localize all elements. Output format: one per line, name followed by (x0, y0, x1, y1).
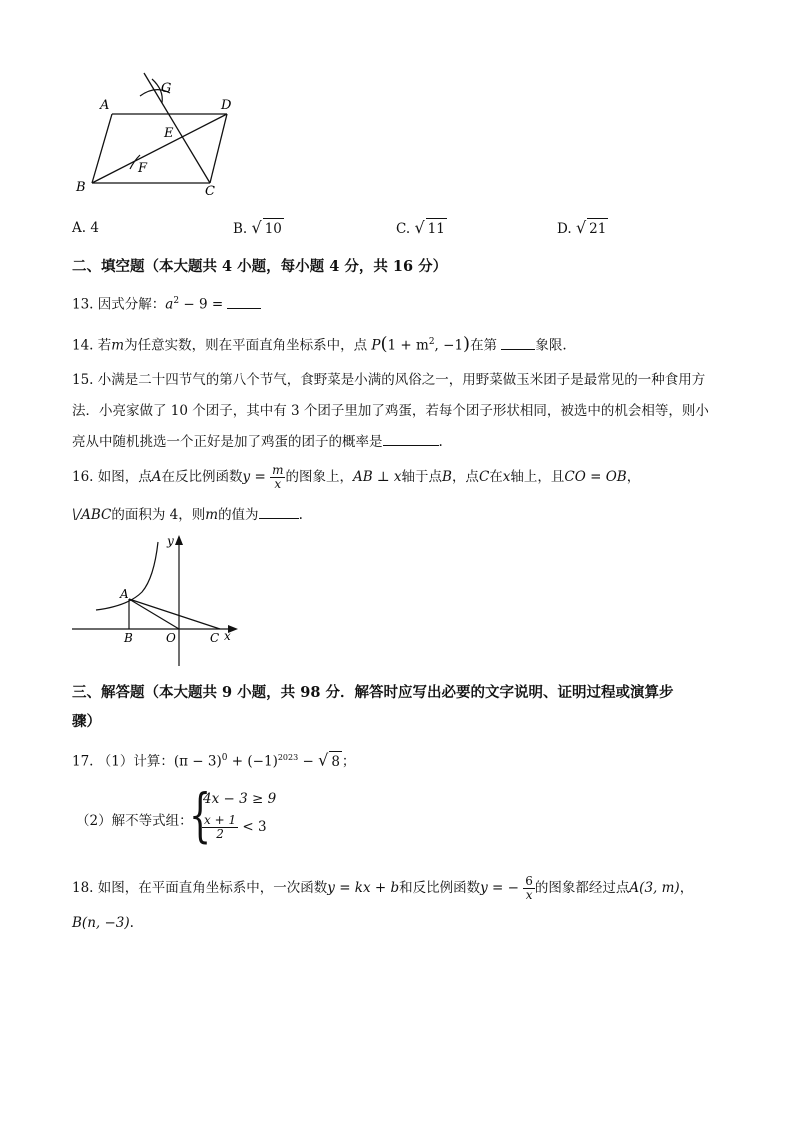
q17-number: 17. (72, 753, 94, 770)
q14-text-2: 为任意实数，则在平面直角坐标系中，点 (124, 337, 368, 354)
q12-option-b (233, 218, 284, 239)
q14-text-1: 若 (97, 337, 112, 354)
q16-text-1: 如图，点 (97, 469, 152, 485)
q14-paren-open: ( (380, 333, 388, 355)
ineq2-den: 2 (216, 827, 224, 841)
q14-point: P (371, 337, 381, 354)
q18-fraction (523, 875, 535, 902)
q17-expr-b: + (−1) (231, 753, 278, 770)
label-d: D (221, 98, 232, 113)
q14-coord-exp: 2 (428, 337, 435, 347)
q18-point-a: A(3, m) (629, 880, 680, 896)
q16-fraction-num: m (272, 463, 284, 477)
q15-end: . (438, 434, 443, 450)
ineq2-fraction (202, 814, 238, 841)
point-o-label: O (166, 631, 176, 645)
label-a: A (100, 98, 110, 113)
q16-text-2: 在反比例函数 (161, 469, 243, 485)
q13-text: 因式分解： (97, 296, 166, 313)
q16-c: C (478, 469, 490, 485)
q17-exp-a: 0 (221, 753, 228, 763)
point-a-label: A (120, 587, 129, 601)
q15-line-1-text: 小满是二十四节气的第八个节气，食野菜是小满的风俗之一，用野菜做玉米团子是最常见的一种食用方 (97, 372, 706, 388)
q16-line-2-text: 的面积为 4，则 (111, 507, 206, 523)
q18-inv-lhs: y = − (480, 880, 519, 896)
label-e: E (164, 126, 174, 141)
q12-option-a (72, 218, 99, 238)
q14-coord-1: 1 + m (387, 337, 429, 354)
q16-x: x (502, 469, 511, 485)
q16-fraction (270, 464, 285, 491)
q18-text-1: 如图，在平面直角坐标系中，一次函数 (97, 880, 328, 896)
q16-answer-blank[interactable] (259, 504, 299, 519)
q17-exp-b: 2023 (277, 753, 299, 762)
q17-expr-c: − (302, 753, 314, 770)
sqrt-icon: √ (251, 218, 262, 237)
question-16-line-2 (72, 504, 303, 525)
q18-point-b: B(n, −3) (72, 915, 130, 931)
q18-text-3: 的图象都经过点 (534, 880, 630, 896)
q16-ab: AB ⊥ x (352, 469, 402, 485)
option-a-label: A. (72, 220, 87, 236)
section-3-title-line-1: 三、解答题（本大题共 9 小题，共 98 分．解答时应写出必要的文字说明、证明过程或演算步 (72, 684, 674, 701)
label-b: B (76, 180, 86, 195)
q13-rest: − 9 = (183, 296, 224, 313)
q14-coord-2: , −1 (434, 337, 464, 354)
q13-base: a (165, 296, 174, 313)
question-18-line-2 (72, 913, 134, 933)
question-13 (72, 291, 261, 315)
option-c-value: 11 (426, 218, 447, 239)
option-a-value: 4 (90, 220, 99, 236)
q16-text-3: 的图象上， (285, 469, 353, 485)
section-3-title-line-2: 骤） (72, 713, 101, 730)
section-2-title: 二、填空题（本大题共 4 小题，每小题 4 分，共 16 分） (72, 258, 448, 275)
q16-line-2-text-2: 的值为 (218, 507, 259, 523)
option-b-value: 10 (263, 218, 284, 239)
ineq2-num: x + 1 (204, 813, 237, 827)
q16-triangle: \/ABC (72, 507, 112, 523)
q14-m: m (111, 337, 125, 354)
option-c-label: C. (396, 221, 411, 237)
label-g: G (161, 81, 172, 96)
q17-part-1-end: ； (341, 753, 356, 770)
q16-end: . (298, 507, 303, 523)
question-18-line-1 (72, 875, 693, 902)
q16-text-8: ， (626, 469, 641, 485)
inequality-2 (202, 814, 267, 841)
question-15-line-3 (72, 431, 443, 452)
q16-fraction-den: x (274, 477, 282, 491)
question-15-line-1 (72, 370, 705, 390)
q18-number: 18. (72, 880, 94, 896)
q18-text-4: ， (679, 880, 694, 896)
inequality-1: 4x − 3 ≥ 9 (203, 791, 277, 807)
sqrt-icon: √ (414, 218, 425, 237)
q14-text-4: 象限. (535, 337, 567, 354)
q16-a: A (151, 469, 162, 485)
q18-text-2: 和反比例函数 (399, 880, 481, 896)
q14-answer-blank[interactable] (501, 335, 535, 350)
q13-exp: 2 (173, 296, 180, 306)
label-c: C (205, 184, 215, 199)
inequality-brace: { (189, 781, 212, 849)
label-f: F (138, 161, 148, 176)
sqrt-icon: √ (318, 750, 329, 770)
axis-x-label: x (224, 629, 231, 643)
q16-line-2-m: m (205, 507, 219, 523)
q14-text-3: 在第 (470, 337, 498, 354)
q15-number: 15. (72, 372, 94, 388)
q16-text-7: 轴上，且 (510, 469, 565, 485)
question-17-part-2-label: （2）解不等式组： (76, 813, 193, 829)
q15-answer-blank[interactable] (383, 431, 439, 446)
q16-eq: CO = OB (564, 469, 627, 485)
question-15-line-2: 法．小亮家做了 10 个团子，其中有 3 个团子里加了鸡蛋，若每个团子形状相同，被选中的机会相等，则小 (72, 403, 709, 419)
option-d-label: D. (557, 221, 572, 237)
q18-inv-den: x (525, 888, 533, 902)
option-b-label: B. (233, 221, 248, 237)
q17-expr-a: (π − 3) (173, 753, 222, 770)
inverse-function-figure (68, 532, 248, 672)
q13-number: 13. (72, 296, 94, 313)
q15-line-3-text: 亮从中随机挑选一个正好是加了鸡蛋的团子的概率是 (72, 434, 383, 450)
q16-number: 16. (72, 469, 94, 485)
q12-option-c (396, 218, 447, 239)
q16-text-6: 在 (489, 469, 503, 485)
q18-inv-num: 6 (525, 874, 533, 888)
q14-number: 14. (72, 337, 94, 354)
point-b-label: B (124, 631, 133, 645)
question-16-line-1 (72, 464, 640, 491)
axis-y-label: y (167, 534, 174, 548)
q17-part-1-label: （1）计算： (97, 753, 174, 770)
q14-paren-close: ) (463, 333, 471, 355)
ineq2-rest: < 3 (242, 819, 267, 835)
sqrt-icon: √ (575, 218, 587, 237)
option-d-value: 21 (587, 218, 608, 239)
q18-line-2-end: . (129, 915, 134, 931)
q16-b: B (442, 469, 452, 485)
q16-text-4: 轴于点 (401, 469, 443, 485)
question-14 (72, 332, 567, 356)
question-17-part-1 (72, 748, 355, 772)
q16-text-5: ，点 (451, 469, 479, 485)
parallelogram-figure (60, 65, 260, 205)
point-c-label: C (210, 631, 220, 645)
q16-y: y = (242, 469, 266, 485)
q13-answer-blank[interactable] (227, 294, 261, 309)
q18-linear: y = kx + b (327, 880, 400, 896)
q17-sqrt-value: 8 (329, 751, 342, 772)
q12-option-d (557, 218, 608, 239)
